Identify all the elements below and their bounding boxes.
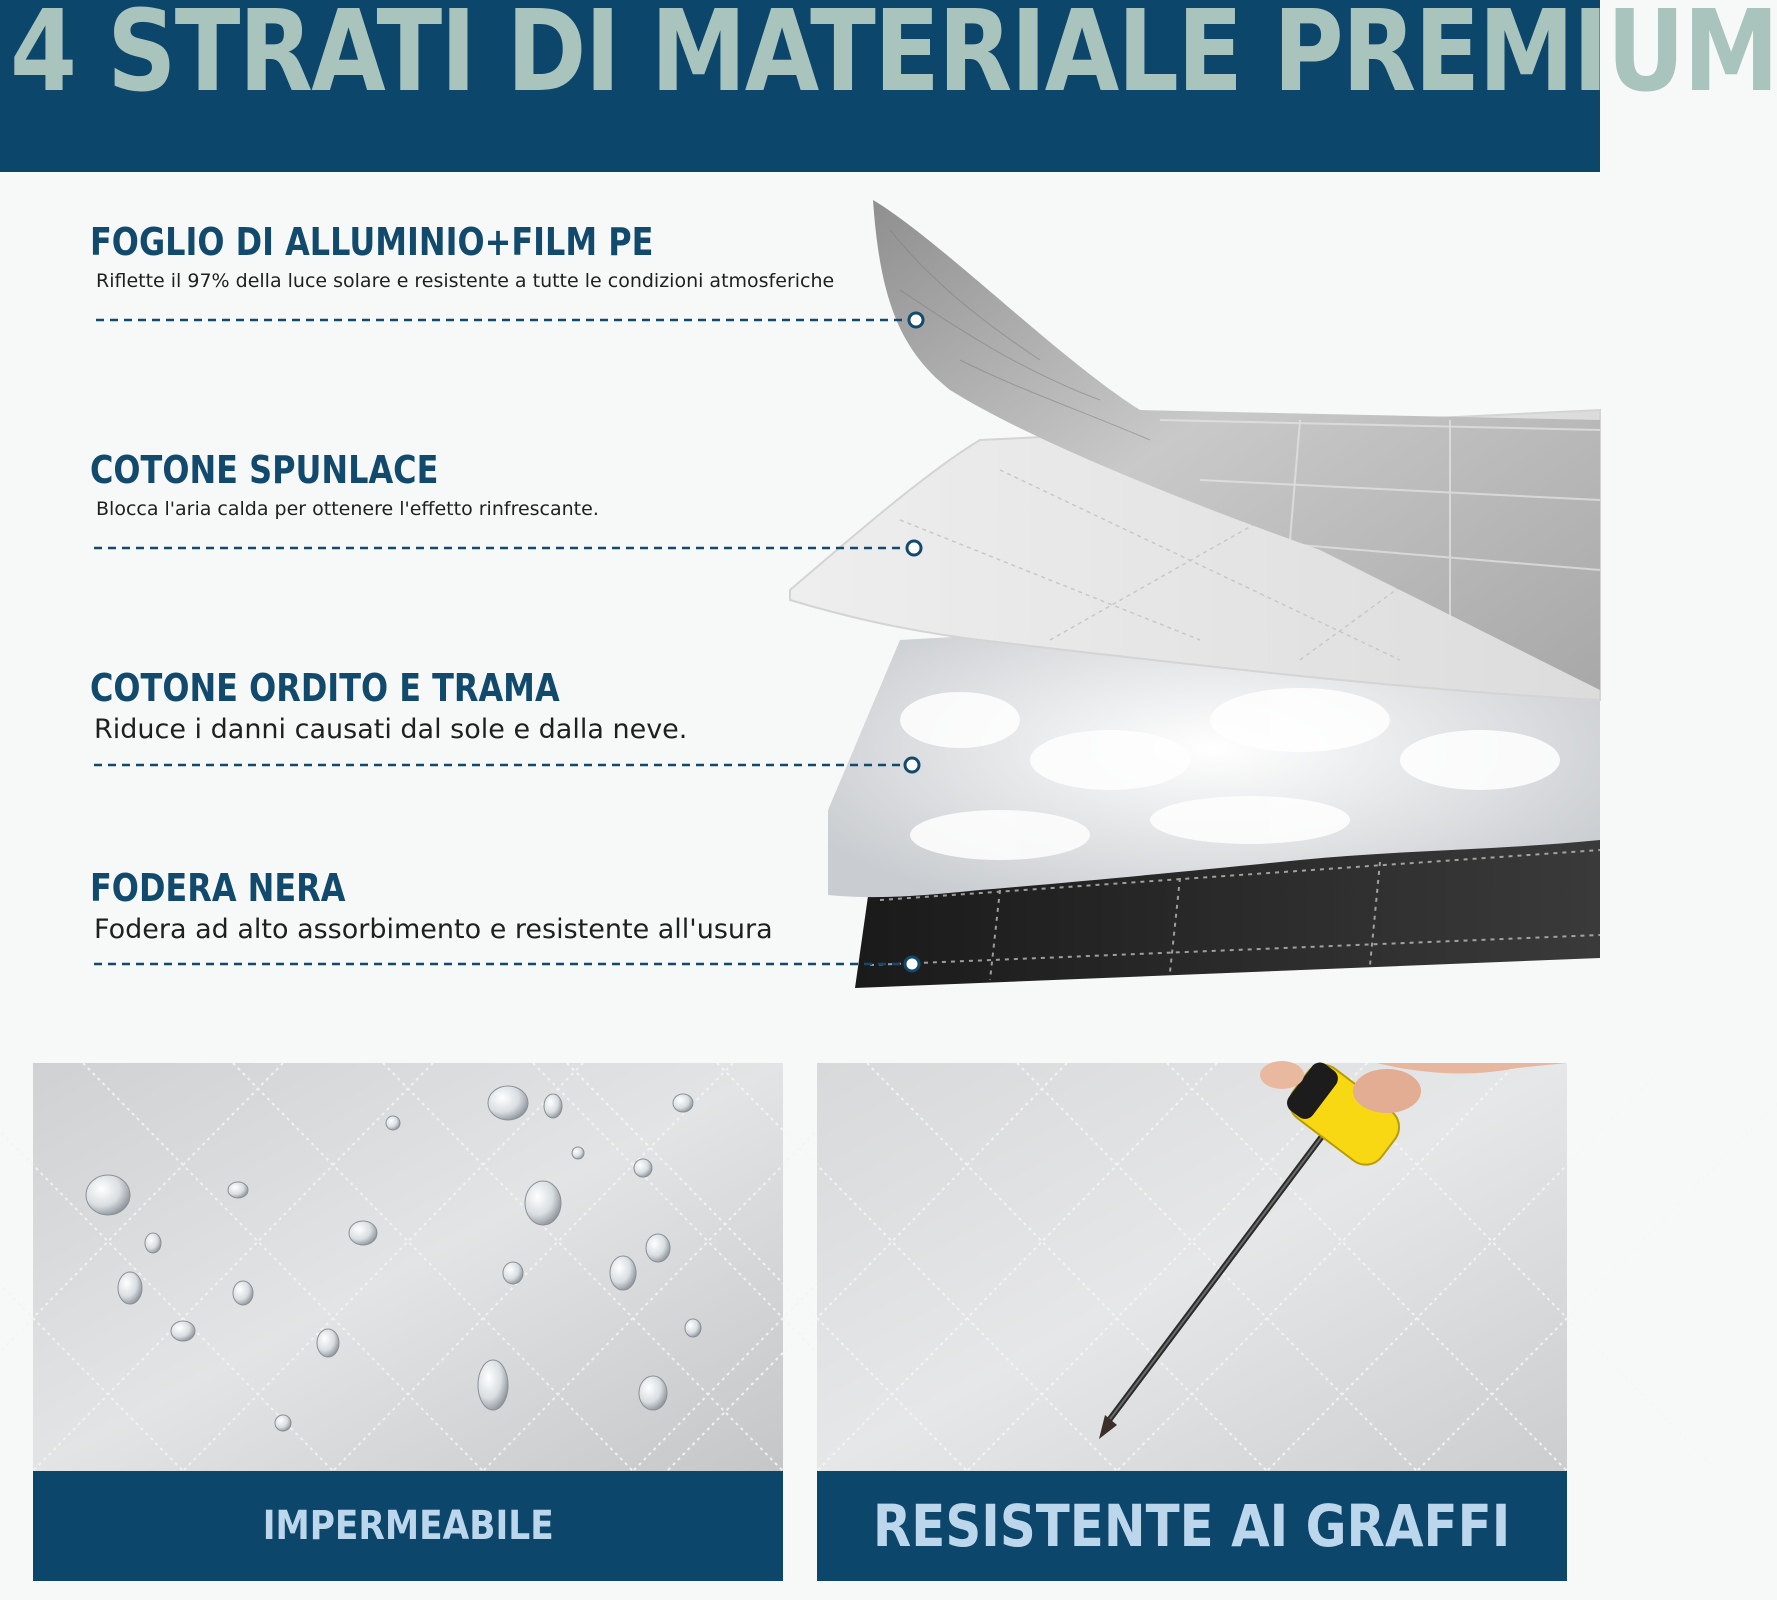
layer-title: COTONE SPUNLACE xyxy=(90,448,439,492)
layer-description: Riflette il 97% della luce solare e resistente a tutte le condizioni atmosferiche xyxy=(96,270,835,292)
layer-black-lining xyxy=(90,866,773,945)
layer-warp-weft-cotton xyxy=(90,666,687,745)
layer-title: COTONE ORDITO E TRAMA xyxy=(90,666,560,710)
feature-label-text: RESISTENTE AI GRAFFI xyxy=(873,1492,1511,1560)
layer-aluminium-foil xyxy=(90,220,834,292)
scratch-test-fabric-image xyxy=(817,1063,1567,1471)
header-banner xyxy=(0,0,1777,172)
layer-title: FODERA NERA xyxy=(90,866,346,910)
feature-label-text: IMPERMEABILE xyxy=(262,1503,554,1549)
feature-panel-waterproof xyxy=(33,1063,783,1581)
feature-label-scratch-resistant xyxy=(817,1471,1567,1581)
waterproof-fabric-image xyxy=(33,1063,783,1471)
feature-panel-scratch-resistant xyxy=(817,1063,1567,1581)
layer-description: Blocca l'aria calda per ottenere l'effetto rinfrescante. xyxy=(96,498,599,520)
layer-spunlace-cotton xyxy=(90,448,599,520)
layer-title: FOGLIO DI ALLUMINIO+FILM PE xyxy=(90,220,654,264)
page-title: 4 STRATI DI MATERIALE PREMIUM xyxy=(10,0,1777,117)
layer-description: Riduce i danni causati dal sole e dalla neve. xyxy=(94,714,688,745)
feature-label-waterproof xyxy=(33,1471,783,1581)
layer-description: Fodera ad alto assorbimento e resistente all'usura xyxy=(94,914,773,945)
